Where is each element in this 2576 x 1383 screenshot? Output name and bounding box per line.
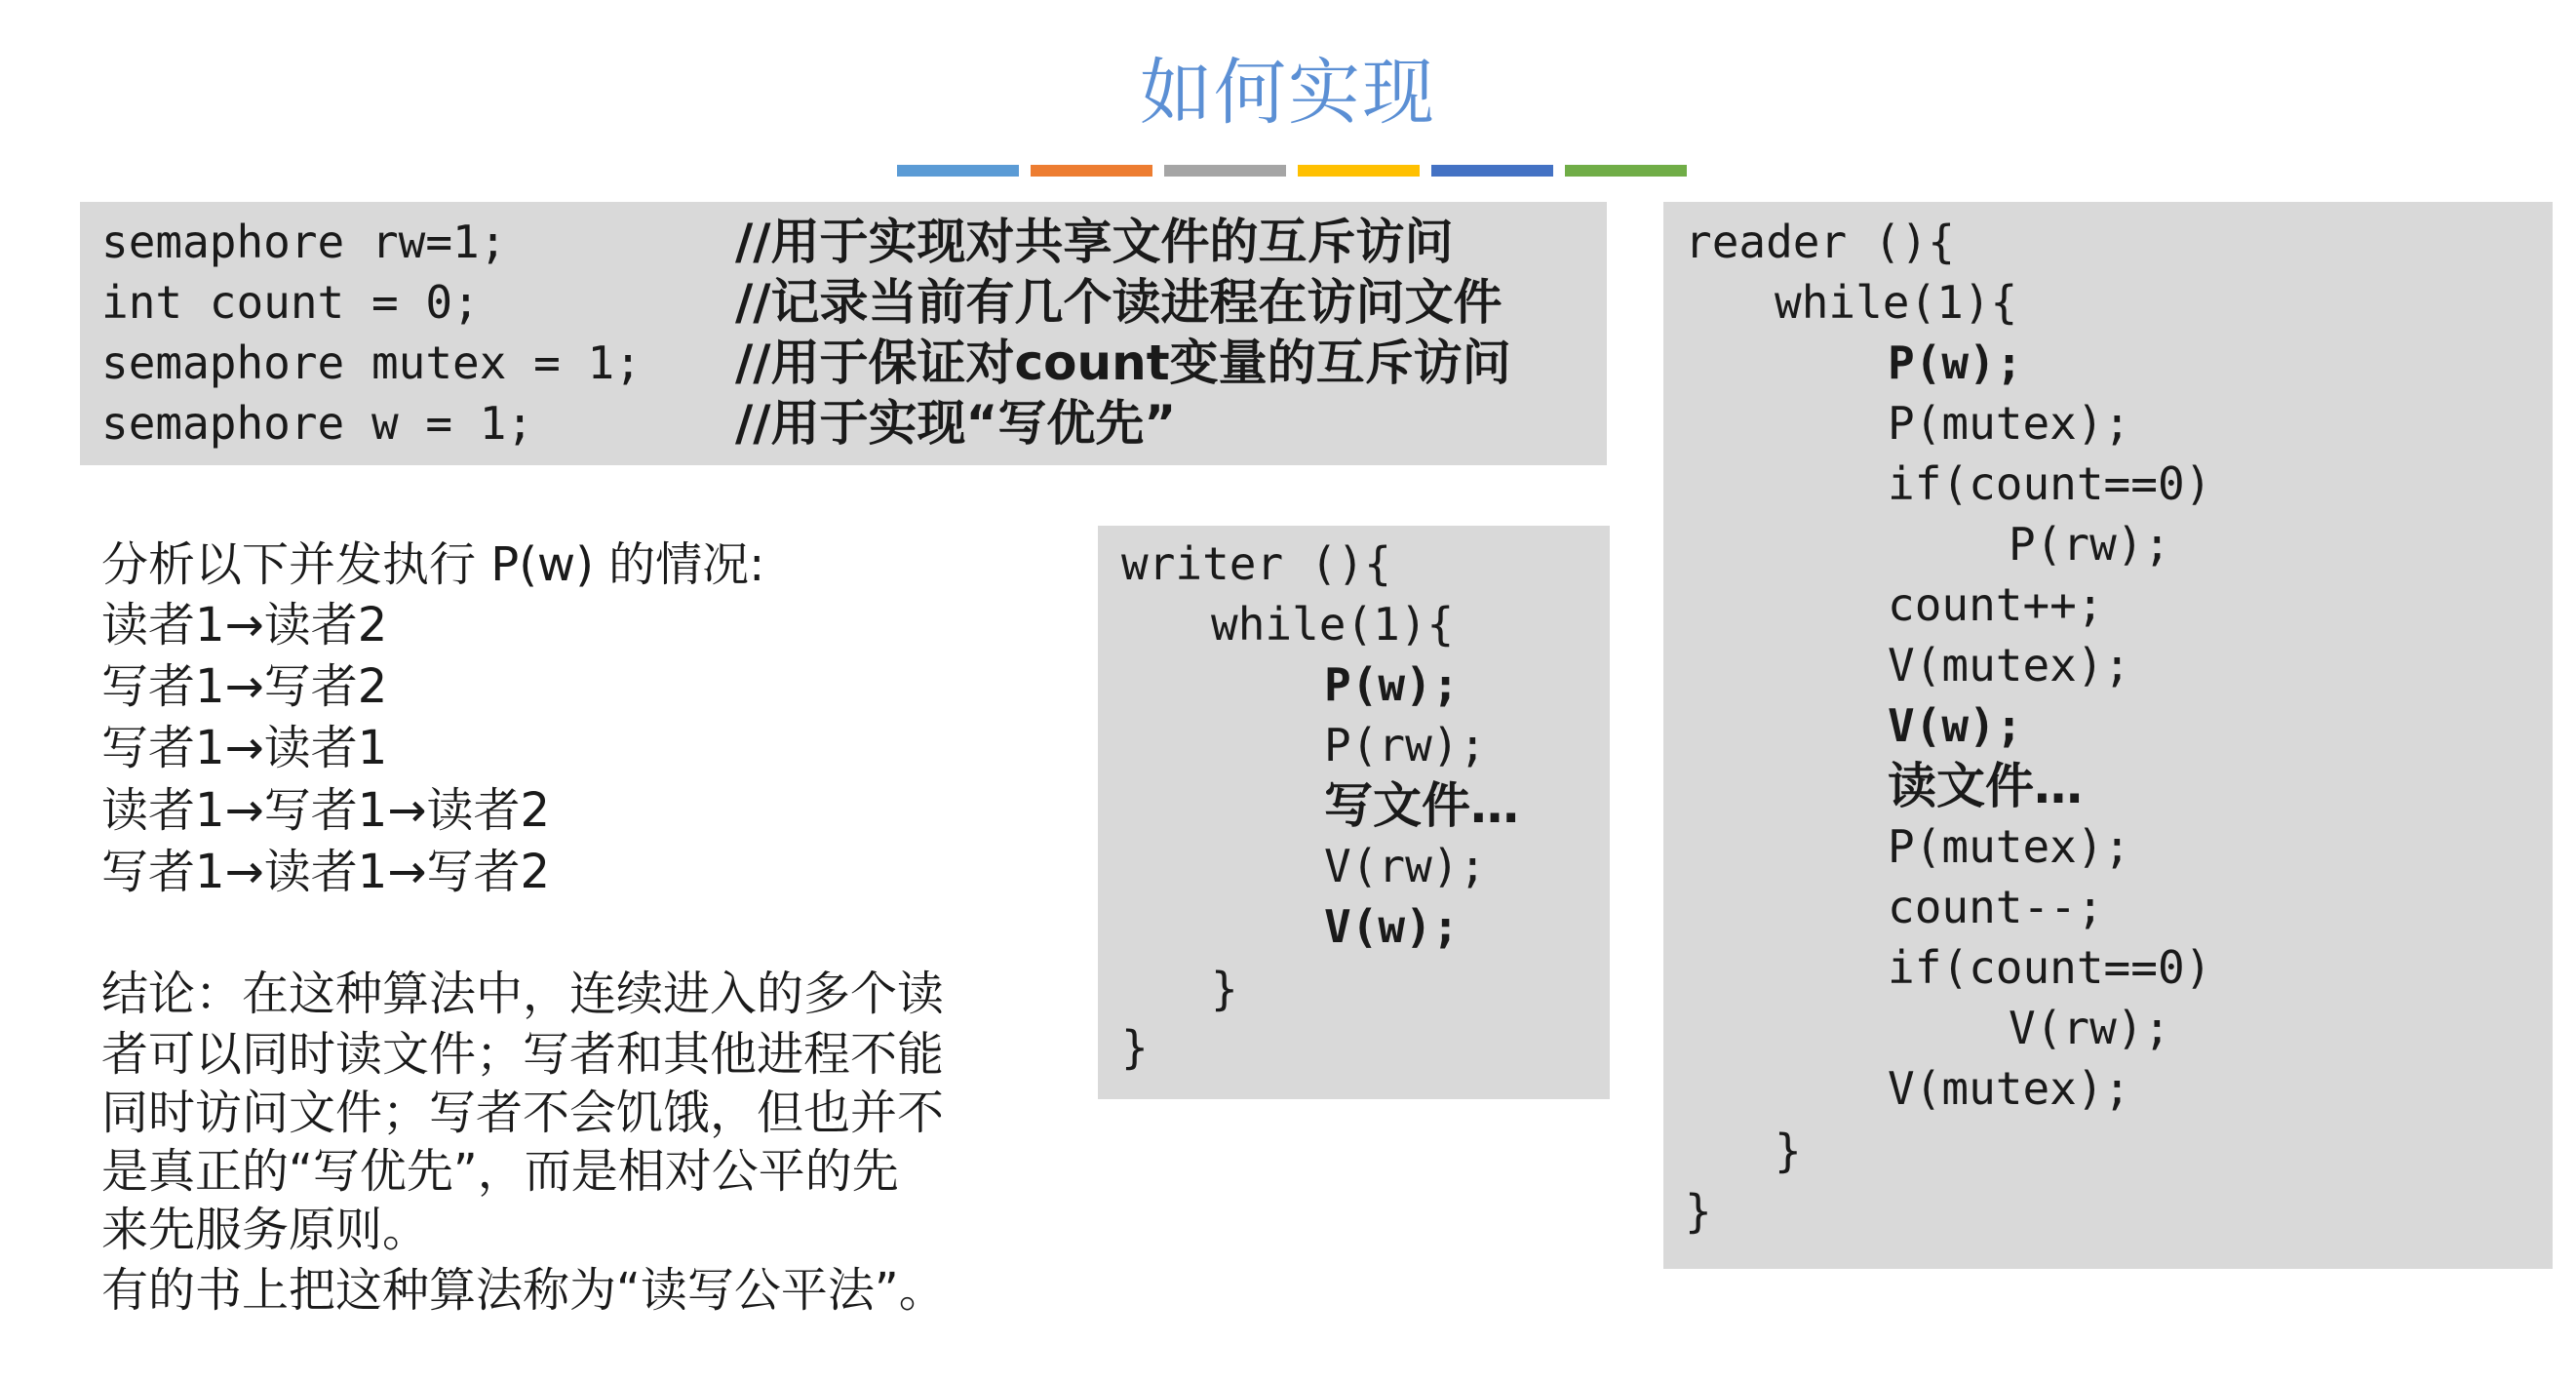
writer-loop: while(1){ [1211, 598, 1455, 651]
reader-line: 读文件… [1888, 758, 2083, 814]
slide-title: 如何实现 [1140, 51, 1436, 135]
writer-header: writer (){ [1121, 537, 1391, 590]
accent-bar [1565, 165, 1687, 177]
accent-bar [1431, 165, 1553, 177]
declaration-code: semaphore rw=1; [101, 216, 507, 268]
case-item: 写者1→读者1→写者2 [101, 845, 551, 899]
reader-line: P(mutex); [1888, 820, 2131, 873]
reader-loop: while(1){ [1775, 276, 2018, 329]
conclusion-line: 有的书上把这种算法称为“读写公平法”。 [101, 1263, 946, 1318]
declaration-comment: //用于保证对count变量的互斥访问 [735, 335, 1511, 391]
case-item: 读者1→写者1→读者2 [101, 783, 551, 838]
case-item: 写者1→写者2 [101, 659, 388, 714]
conclusion-line: 结论：在这种算法中，连续进入的多个读 [101, 967, 945, 1021]
writer-line: P(w); [1324, 658, 1460, 711]
declaration-comment: //记录当前有几个读进程在访问文件 [735, 274, 1503, 331]
reader-line: V(mutex); [1888, 1062, 2131, 1115]
case-item: 写者1→读者1 [101, 721, 388, 775]
declaration-code: semaphore mutex = 1; [101, 336, 642, 389]
conclusion-line: 者可以同时读文件；写者和其他进程不能 [101, 1027, 945, 1082]
reader-header: reader (){ [1685, 216, 1955, 268]
accent-bar [897, 165, 1019, 177]
writer-line: P(rw); [1324, 719, 1487, 771]
conclusion-line: 是真正的“写优先”，而是相对公平的先 [101, 1144, 899, 1199]
reader-line: if(count==0) [1888, 941, 2212, 994]
writer-close-outer: } [1121, 1021, 1149, 1074]
declaration-code: semaphore w = 1; [101, 397, 534, 450]
reader-line: V(mutex); [1888, 639, 2131, 692]
reader-line: V(w); [1888, 699, 2023, 752]
accent-bar [1164, 165, 1286, 177]
writer-line: V(rw); [1324, 840, 1487, 892]
reader-line: count--; [1888, 881, 2104, 933]
writer-code-panel [1098, 526, 1610, 1099]
reader-line: P(mutex); [1888, 397, 2131, 450]
accent-bar [1298, 165, 1420, 177]
declaration-code: int count = 0; [101, 276, 480, 329]
reader-code-panel [1663, 202, 2553, 1269]
analysis-heading: 分析以下并发执行 P(w) 的情况: [101, 537, 765, 592]
reader-line: if(count==0) [1888, 457, 2212, 510]
conclusion-line: 来先服务原则。 [101, 1203, 430, 1257]
accent-bar [1031, 165, 1152, 177]
reader-line: P(rw); [2009, 518, 2171, 571]
reader-close-inner: } [1775, 1125, 1802, 1177]
reader-line: count++; [1888, 578, 2104, 631]
reader-line: P(w); [1888, 336, 2023, 389]
conclusion-line: 同时访问文件；写者不会饥饿，但也并不 [101, 1086, 945, 1140]
writer-line: V(w); [1324, 900, 1460, 953]
writer-line: 写文件… [1324, 777, 1519, 834]
reader-close-outer: } [1685, 1185, 1712, 1238]
declaration-comment: //用于实现对共享文件的互斥访问 [735, 214, 1454, 270]
reader-line: V(rw); [2009, 1002, 2171, 1054]
declaration-comment: //用于实现“写优先” [735, 395, 1177, 452]
declarations-panel [80, 202, 1607, 465]
case-item: 读者1→读者2 [101, 598, 388, 652]
writer-close-inner: } [1211, 963, 1238, 1015]
